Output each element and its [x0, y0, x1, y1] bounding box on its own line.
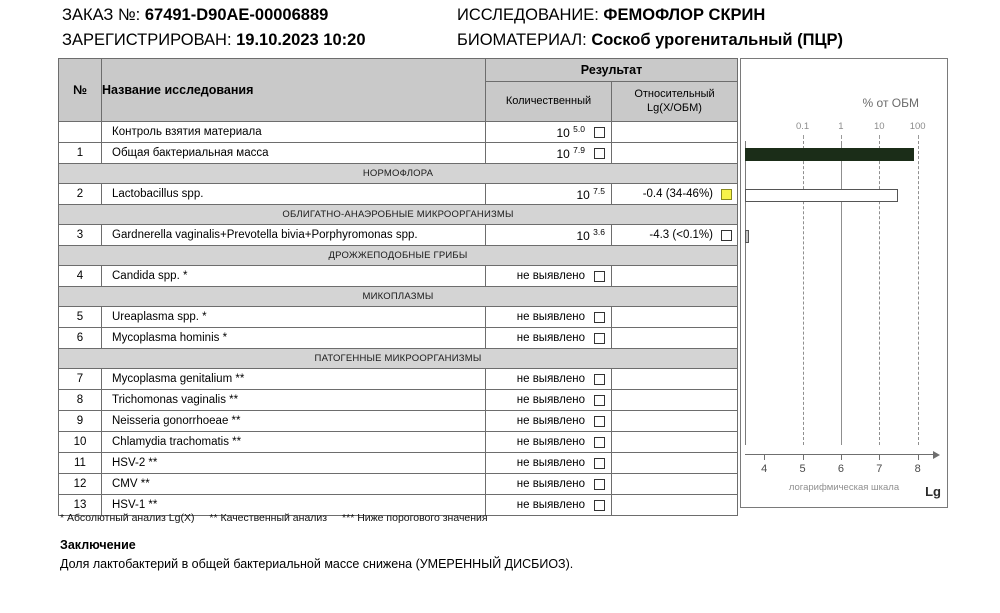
chart-percent-tick-label: 10 — [873, 121, 885, 132]
relative-value: -4.3 (<0.1%) — [649, 229, 713, 241]
quantitative-wrap — [486, 143, 611, 163]
row-test-name: HSV-2 ** — [102, 453, 486, 474]
relative-wrap — [612, 225, 737, 245]
row-relative-cell — [612, 225, 738, 246]
row-relative-cell — [612, 390, 738, 411]
row-number: 8 — [59, 390, 102, 411]
row-relative-cell — [612, 184, 738, 205]
row-test-name: Общая бактериальная масса — [102, 143, 486, 164]
order-value: 67491-D90AE-00006889 — [144, 6, 329, 24]
row-test-name: Mycoplasma hominis * — [102, 328, 486, 349]
chart-scale-caption: логарифмическая шкала — [788, 482, 900, 493]
conclusion-text: Доля лактобактерий в общей бактериальной массе снижена (УМЕРЕННЫЙ ДИСБИОЗ). — [60, 557, 574, 571]
chart-percent-tick-mark — [803, 135, 804, 139]
row-test-name: Ureaplasma spp. * — [102, 307, 486, 328]
row-test-name: CMV ** — [102, 474, 486, 495]
quantitative-value: не выявлено — [516, 270, 585, 282]
quantitative-wrap — [486, 369, 611, 389]
chart-lg-tick-label: 7 — [876, 463, 883, 475]
row-relative-cell — [612, 122, 738, 143]
table-group-label: ДРОЖЖЕПОДОБНЫЕ ГРИБЫ — [59, 246, 738, 266]
row-number: 10 — [59, 432, 102, 453]
row-quantitative-cell — [486, 495, 612, 516]
row-quantitative-cell — [486, 474, 612, 495]
results-table — [58, 58, 738, 516]
table-row — [59, 369, 738, 390]
col-header-name: Название исследования — [102, 59, 486, 122]
chart-plot-area — [741, 59, 947, 507]
row-test-name: Candida spp. * — [102, 266, 486, 287]
quantitative-value: 10 $^{7.5}$ — [576, 186, 605, 202]
row-quantitative-cell — [486, 390, 612, 411]
registered-value: 19.10.2023 10:20 — [236, 31, 366, 49]
row-test-name: HSV-1 ** — [102, 495, 486, 516]
quantitative-exponent: 3.6 — [593, 227, 605, 237]
col-header-relative-line1: Относительный — [634, 87, 715, 100]
row-test-name: Контроль взятия материала — [102, 122, 486, 143]
row-relative-cell — [612, 411, 738, 432]
relative-wrap — [612, 184, 737, 204]
quantitative-value: не выявлено — [516, 394, 585, 406]
footnote-3: *** Ниже порогового значения — [342, 512, 488, 524]
row-number — [59, 122, 102, 143]
row-test-name: Gardnerella vaginalis+Prevotella bivia+Porphyromonas spp. — [102, 225, 486, 246]
table-row — [59, 453, 738, 474]
study-value: ФЕМОФЛОР СКРИН — [603, 6, 766, 24]
conclusion-title: Заключение — [60, 538, 136, 552]
table-body — [59, 122, 738, 516]
table-row — [59, 390, 738, 411]
row-quantitative-cell — [486, 225, 612, 246]
quantitative-wrap — [486, 328, 611, 348]
quantitative-wrap — [486, 474, 611, 494]
footnotes — [60, 512, 500, 524]
row-number: 6 — [59, 328, 102, 349]
chart-left-edge — [745, 141, 746, 445]
table-group-label: ПАТОГЕННЫЕ МИКРООРГАНИЗМЫ — [59, 349, 738, 369]
checkbox-icon[interactable] — [594, 374, 605, 385]
relative-value: -0.4 (34-46%) — [642, 188, 713, 200]
quantitative-value: не выявлено — [516, 373, 585, 385]
table-group-row — [59, 205, 738, 225]
quantitative-wrap — [486, 307, 611, 327]
study-field — [457, 6, 765, 25]
quantitative-exponent: 5.0 — [573, 124, 585, 134]
chart-gridline — [841, 141, 842, 445]
quantitative-wrap — [486, 495, 611, 515]
order-label: ЗАКАЗ №: — [62, 6, 141, 24]
chart-lg-tick-label: 4 — [761, 463, 768, 475]
table-row — [59, 266, 738, 287]
row-number: 13 — [59, 495, 102, 516]
quantitative-value: 10 $^{5.0}$ — [556, 124, 585, 140]
row-quantitative-cell — [486, 143, 612, 164]
chart-lg-tick-label: 6 — [837, 463, 844, 475]
row-quantitative-cell — [486, 411, 612, 432]
report-body — [58, 58, 948, 511]
table-row — [59, 225, 738, 246]
quantitative-exponent: 7.5 — [593, 186, 605, 196]
quantitative-value: не выявлено — [516, 457, 585, 469]
chart-lg-tick-mark — [841, 455, 842, 460]
col-header-relative — [612, 82, 738, 122]
table-group-row — [59, 287, 738, 307]
registered-label: ЗАРЕГИСТРИРОВАН: — [62, 31, 232, 49]
checkbox-icon[interactable] — [594, 271, 605, 282]
row-relative-cell — [612, 266, 738, 287]
table-group-label: ОБЛИГАТНО-АНАЭРОБНЫЕ МИКРООРГАНИЗМЫ — [59, 205, 738, 225]
col-header-relative-line2: Lg(X/ОБМ) — [647, 101, 702, 114]
relative-abundance-chart — [740, 58, 948, 508]
chart-gridline — [803, 141, 804, 445]
checkbox-icon[interactable] — [594, 437, 605, 448]
row-relative-cell — [612, 432, 738, 453]
chart-bar — [745, 230, 749, 243]
table-head — [59, 59, 738, 122]
quantitative-value: не выявлено — [516, 311, 585, 323]
checkbox-icon[interactable] — [721, 230, 732, 241]
col-header-num: № — [59, 59, 102, 122]
table-group-label: НОРМОФЛОРА — [59, 164, 738, 184]
checkbox-icon[interactable] — [594, 333, 605, 344]
row-number: 3 — [59, 225, 102, 246]
table-row — [59, 122, 738, 143]
row-relative-cell — [612, 307, 738, 328]
quantitative-wrap — [486, 122, 611, 142]
checkbox-icon[interactable] — [594, 148, 605, 159]
row-number: 4 — [59, 266, 102, 287]
checkbox-icon[interactable] — [594, 127, 605, 138]
table-row — [59, 432, 738, 453]
row-relative-cell — [612, 495, 738, 516]
table-group-label: МИКОПЛАЗМЫ — [59, 287, 738, 307]
chart-percent-tick-mark — [879, 135, 880, 139]
header-row-1 — [62, 6, 942, 31]
chart-lg-tick-mark — [803, 455, 804, 460]
study-label: ИССЛЕДОВАНИЕ: — [457, 6, 599, 24]
chart-lg-tick-mark — [879, 455, 880, 460]
chart-bar — [745, 189, 898, 202]
registered-field — [62, 31, 457, 50]
quantitative-wrap — [486, 453, 611, 473]
row-quantitative-cell — [486, 328, 612, 349]
chart-lg-tick-mark — [918, 455, 919, 460]
chart-percent-tick-mark — [918, 135, 919, 139]
chart-percent-tick-label: 0.1 — [795, 121, 810, 132]
chart-gridline — [918, 141, 919, 445]
row-quantitative-cell — [486, 307, 612, 328]
quantitative-wrap — [486, 432, 611, 452]
row-number: 2 — [59, 184, 102, 205]
quantitative-exponent: 7.9 — [573, 145, 585, 155]
chart-lg-tick-mark — [764, 455, 765, 460]
quantitative-value: не выявлено — [516, 415, 585, 427]
table-row — [59, 411, 738, 432]
chart-gridline — [879, 141, 880, 445]
quantitative-value: 10 $^{3.6}$ — [576, 227, 605, 243]
col-header-result: Результат — [486, 59, 738, 82]
quantitative-value: не выявлено — [516, 332, 585, 344]
row-test-name: Trichomonas vaginalis ** — [102, 390, 486, 411]
table-group-row — [59, 164, 738, 184]
col-header-quantitative: Количественный — [486, 82, 612, 122]
checkbox-icon[interactable] — [594, 458, 605, 469]
chart-percent-tick-label: 100 — [909, 121, 926, 132]
row-test-name: Mycoplasma genitalium ** — [102, 369, 486, 390]
row-quantitative-cell — [486, 122, 612, 143]
checkbox-icon[interactable] — [594, 312, 605, 323]
quantitative-wrap — [486, 225, 611, 245]
row-quantitative-cell — [486, 266, 612, 287]
row-relative-cell — [612, 453, 738, 474]
row-number: 11 — [59, 453, 102, 474]
quantitative-wrap — [486, 184, 611, 204]
chart-lg-tick-label: 5 — [799, 463, 806, 475]
chart-title: % от ОБМ — [862, 96, 919, 110]
row-number: 1 — [59, 143, 102, 164]
checkbox-icon[interactable] — [594, 395, 605, 406]
row-number: 9 — [59, 411, 102, 432]
chart-percent-tick-mark — [841, 135, 842, 139]
row-relative-cell — [612, 474, 738, 495]
checkbox-icon[interactable] — [594, 479, 605, 490]
table-row — [59, 143, 738, 164]
order-field — [62, 6, 457, 25]
biomaterial-value: Соскоб урогенитальный (ПЦР) — [591, 31, 844, 49]
table-row — [59, 474, 738, 495]
chart-percent-tick-label: 1 — [838, 121, 844, 132]
chart-x-axis-label: Lg — [925, 484, 941, 499]
table-row — [59, 184, 738, 205]
report-header — [62, 6, 942, 56]
table-row — [59, 307, 738, 328]
row-number: 7 — [59, 369, 102, 390]
row-test-name: Neisseria gonorrhoeae ** — [102, 411, 486, 432]
table-group-row — [59, 349, 738, 369]
quantitative-wrap — [486, 411, 611, 431]
row-number: 5 — [59, 307, 102, 328]
quantitative-value: не выявлено — [516, 436, 585, 448]
table-row — [59, 328, 738, 349]
row-quantitative-cell — [486, 184, 612, 205]
checkbox-icon[interactable] — [594, 500, 605, 511]
quantitative-value: 10 $^{7.9}$ — [556, 145, 585, 161]
row-relative-cell — [612, 369, 738, 390]
row-test-name: Chlamydia trachomatis ** — [102, 432, 486, 453]
chart-axis-arrow-icon — [933, 451, 940, 459]
quantitative-wrap — [486, 266, 611, 286]
header-row-2 — [62, 31, 942, 56]
table-group-row — [59, 246, 738, 266]
quantitative-value: не выявлено — [516, 499, 585, 511]
row-relative-cell — [612, 328, 738, 349]
row-number: 12 — [59, 474, 102, 495]
chart-lg-tick-label: 8 — [914, 463, 921, 475]
row-relative-cell — [612, 143, 738, 164]
table-head-row-1 — [59, 59, 738, 82]
chart-bar — [745, 148, 914, 161]
checkbox-icon[interactable] — [594, 416, 605, 427]
row-quantitative-cell — [486, 453, 612, 474]
checkbox-icon-warning[interactable] — [721, 189, 732, 200]
row-quantitative-cell — [486, 432, 612, 453]
biomaterial-label: БИОМАТЕРИАЛ: — [457, 31, 587, 49]
biomaterial-field — [457, 31, 843, 50]
footnote-2: ** Качественный анализ — [209, 512, 328, 524]
row-quantitative-cell — [486, 369, 612, 390]
row-test-name: Lactobacillus spp. — [102, 184, 486, 205]
quantitative-wrap — [486, 390, 611, 410]
quantitative-value: не выявлено — [516, 478, 585, 490]
footnote-1: * Абсолютный анализ Lg(X) — [60, 512, 195, 524]
